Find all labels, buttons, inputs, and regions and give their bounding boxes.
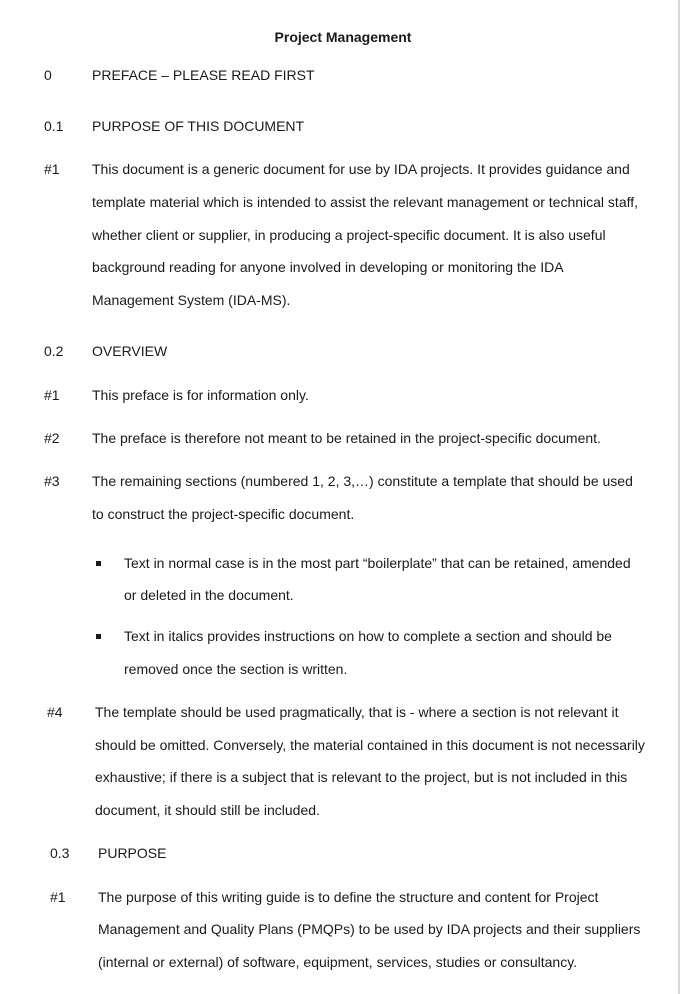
bullet-line: removed once the section is written. — [124, 661, 348, 677]
section-heading: PREFACE – PLEASE READ FIRST — [92, 67, 315, 83]
paragraph-line: This document is a generic document for use by IDA projects. It provides guidance and — [92, 161, 630, 177]
paragraph-line: (internal or external) of software, equipment, services, studies or consultancy. — [98, 954, 578, 970]
section-number: 0.3 — [50, 845, 70, 861]
bullet-line: or deleted in the document. — [124, 587, 294, 603]
paragraph-line: The purpose of this writing guide is to define the structure and content for Project — [98, 889, 599, 905]
paragraph-line: background reading for anyone involved in developing or monitoring the IDA — [92, 259, 564, 275]
section-number: 0 — [44, 67, 52, 83]
paragraph-line: should be omitted. Conversely, the material contained in this document is not necessarily — [95, 737, 645, 753]
paragraph-marker: #1 — [44, 161, 60, 177]
paragraph-line: This preface is for information only. — [92, 387, 309, 403]
bullet-line: Text in italics provides instructions on how to complete a section and should be — [124, 628, 612, 644]
section-heading: OVERVIEW — [92, 343, 168, 359]
paragraph-marker: #1 — [50, 889, 66, 905]
paragraph-line: document, it should still be included. — [95, 802, 320, 818]
paragraph-marker: #1 — [44, 387, 60, 403]
paragraph-line: Management System (IDA-MS). — [92, 292, 291, 308]
paragraph-line: Management and Quality Plans (PMQPs) to be used by IDA projects and their suppliers — [98, 921, 641, 937]
bullet-marker — [96, 634, 101, 639]
section-heading: PURPOSE — [98, 845, 167, 861]
paragraph-marker: #2 — [44, 430, 60, 446]
paragraph-marker: #4 — [47, 704, 63, 720]
section-number: 0.2 — [44, 343, 64, 359]
section-number: 0.1 — [44, 118, 64, 134]
paragraph-line: exhaustive; if there is a subject that is relevant to the project, but is not included in this — [95, 769, 628, 785]
bullet-marker — [96, 561, 101, 566]
paragraph-line: template material which is intended to assist the relevant management or technical staff, — [92, 194, 639, 210]
paragraph-line: to construct the project-specific document. — [92, 506, 355, 522]
paragraph-line: whether client or supplier, in producing a project-specific document. It is also useful — [92, 227, 606, 243]
document-title: Project Management — [274, 29, 412, 45]
paragraph-line: The remaining sections (numbered 1, 2, 3,…) constitute a template that should be used — [92, 473, 633, 489]
paragraph-marker: #3 — [44, 473, 60, 489]
bullet-line: Text in normal case is in the most part “boilerplate” that can be retained, amended — [124, 555, 631, 571]
paragraph-line: The template should be used pragmatically, that is - where a section is not relevant it — [95, 704, 619, 720]
section-heading: PURPOSE OF THIS DOCUMENT — [92, 118, 305, 134]
paragraph-line: The preface is therefore not meant to be retained in the project-specific document. — [92, 430, 601, 446]
